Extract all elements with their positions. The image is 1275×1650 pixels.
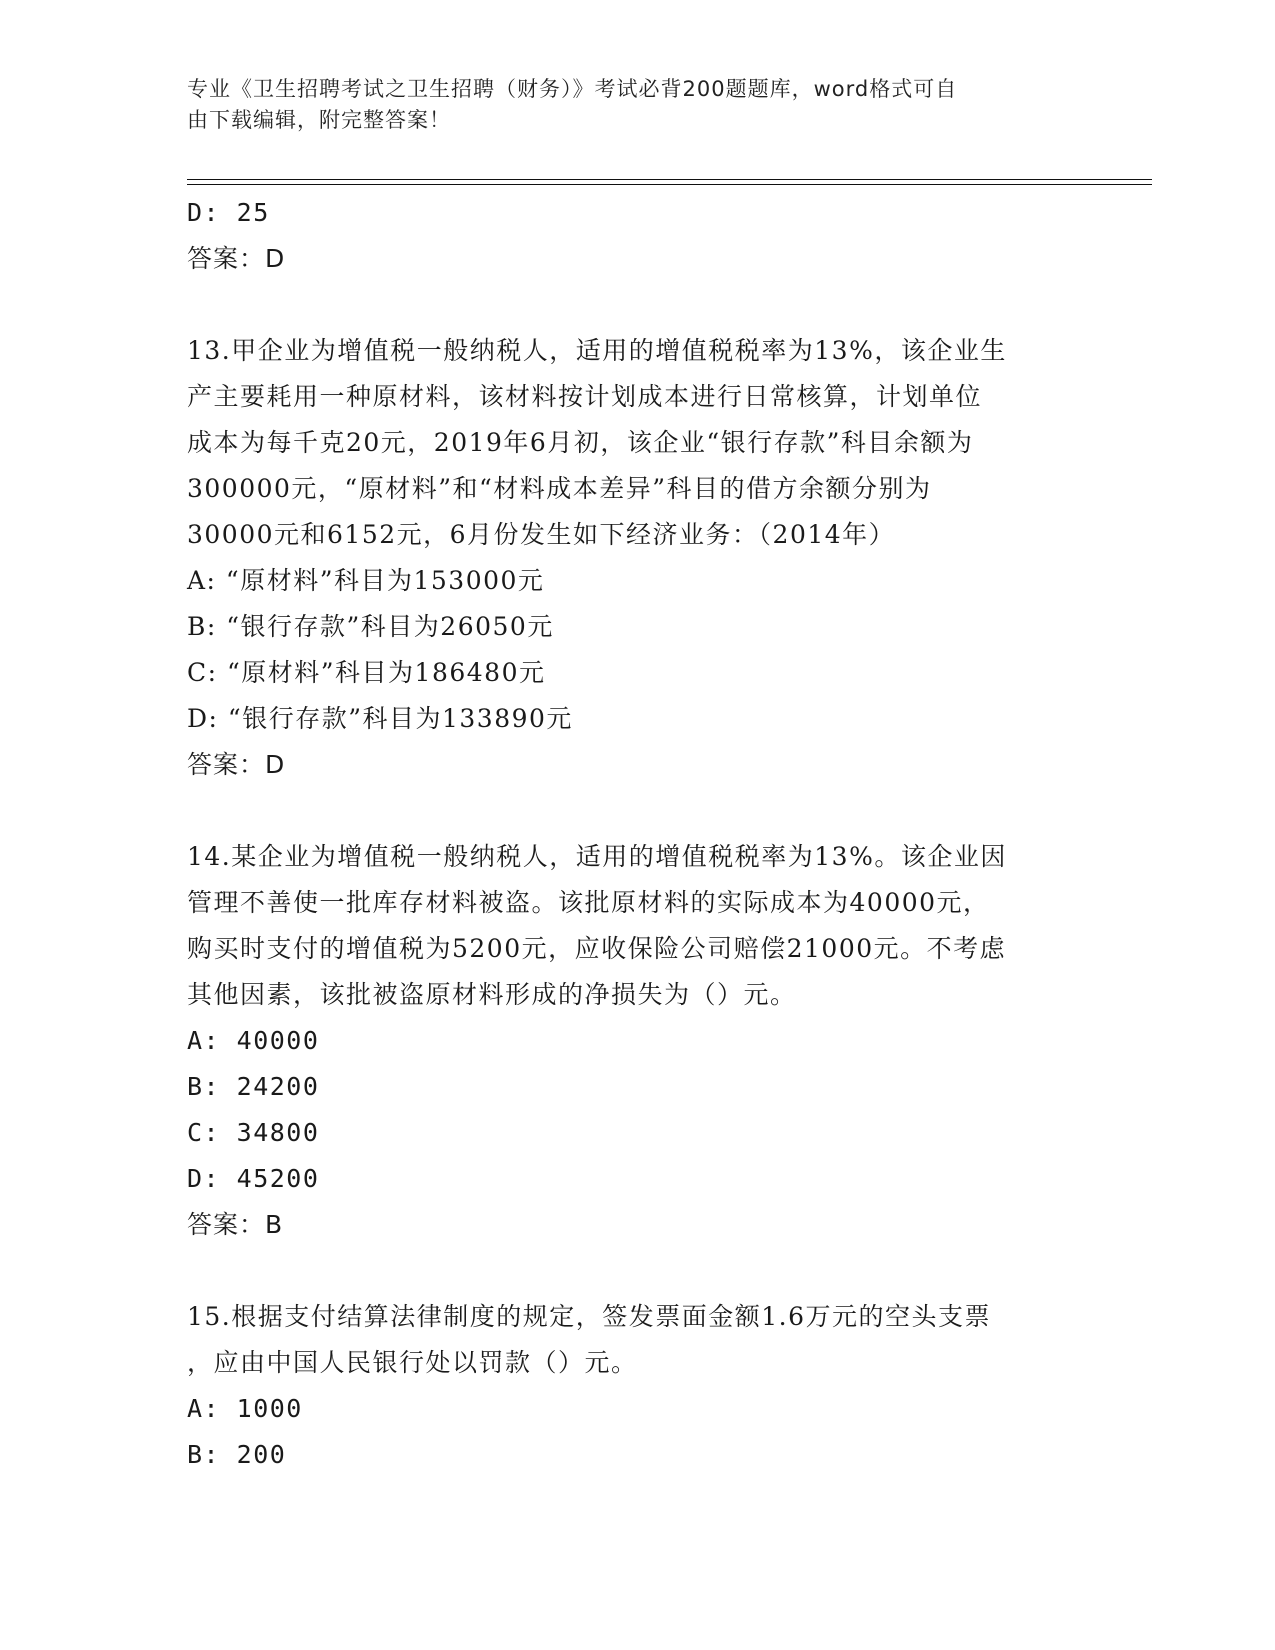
question-15-line-1: 15.根据支付结算法律制度的规定，签发票面金额1.6万元的空头支票 bbox=[187, 1302, 992, 1331]
prev-option-d: D: 25 bbox=[187, 198, 270, 227]
question-13 bbox=[187, 328, 1087, 788]
question-15-option-a: A: 1000 bbox=[187, 1394, 303, 1423]
question-13-line-4: 300000元，“原材料”和“材料成本差异”科目的借方余额分别为 bbox=[187, 474, 932, 503]
prev-answer: 答案：D bbox=[187, 244, 286, 273]
spacer bbox=[187, 1248, 1087, 1294]
question-13-line-3: 成本为每千克20元，2019年6月初，该企业“银行存款”科目余额为 bbox=[187, 428, 974, 457]
header-line-2: 由下载编辑，附完整答案！ bbox=[187, 108, 451, 132]
question-14-option-d: D: 45200 bbox=[187, 1164, 320, 1193]
question-15-line-2: ，应由中国人民银行处以罚款（）元。 bbox=[187, 1348, 638, 1377]
question-14-option-a: A: 40000 bbox=[187, 1026, 320, 1055]
document-body bbox=[187, 190, 1087, 1478]
question-13-option-b: B: “银行存款”科目为26050元 bbox=[187, 612, 554, 641]
question-14-line-3: 购买时支付的增值税为5200元，应收保险公司赔偿21000元。不考虑 bbox=[187, 934, 1007, 963]
question-15-option-b: B: 200 bbox=[187, 1440, 287, 1469]
spacer bbox=[187, 788, 1087, 834]
spacer bbox=[187, 282, 1087, 328]
question-13-line-1: 13.甲企业为增值税一般纳税人，适用的增值税税率为13%，该企业生 bbox=[187, 336, 1007, 365]
question-13-answer: 答案：D bbox=[187, 750, 286, 779]
header-line-1: 专业《卫生招聘考试之卫生招聘（财务）》考试必背200题题库，word格式可自 bbox=[187, 77, 958, 101]
question-14-answer: 答案：B bbox=[187, 1210, 284, 1239]
question-13-option-c: C: “原材料”科目为186480元 bbox=[187, 658, 546, 687]
question-13-line-5: 30000元和6152元，6月份发生如下经济业务：（2014年） bbox=[187, 520, 896, 549]
header-divider-bottom bbox=[187, 184, 1152, 185]
header-divider-top bbox=[187, 179, 1152, 180]
question-13-line-2: 产主要耗用一种原材料，该材料按计划成本进行日常核算，计划单位 bbox=[187, 382, 983, 411]
question-13-option-a: A: “原材料”科目为153000元 bbox=[187, 566, 545, 595]
question-14-line-4: 其他因素，该批被盗原材料形成的净损失为（）元。 bbox=[187, 980, 797, 1009]
question-14-line-1: 14.某企业为增值税一般纳税人，适用的增值税税率为13%。该企业因 bbox=[187, 842, 1007, 871]
page-header bbox=[187, 74, 1087, 136]
question-13-option-d: D: “银行存款”科目为133890元 bbox=[187, 704, 573, 733]
question-14-option-c: C: 34800 bbox=[187, 1118, 320, 1147]
question-14-line-2: 管理不善使一批库存材料被盗。该批原材料的实际成本为40000元， bbox=[187, 888, 990, 917]
question-15 bbox=[187, 1294, 1087, 1478]
question-14 bbox=[187, 834, 1087, 1248]
question-14-option-b: B: 24200 bbox=[187, 1072, 320, 1101]
